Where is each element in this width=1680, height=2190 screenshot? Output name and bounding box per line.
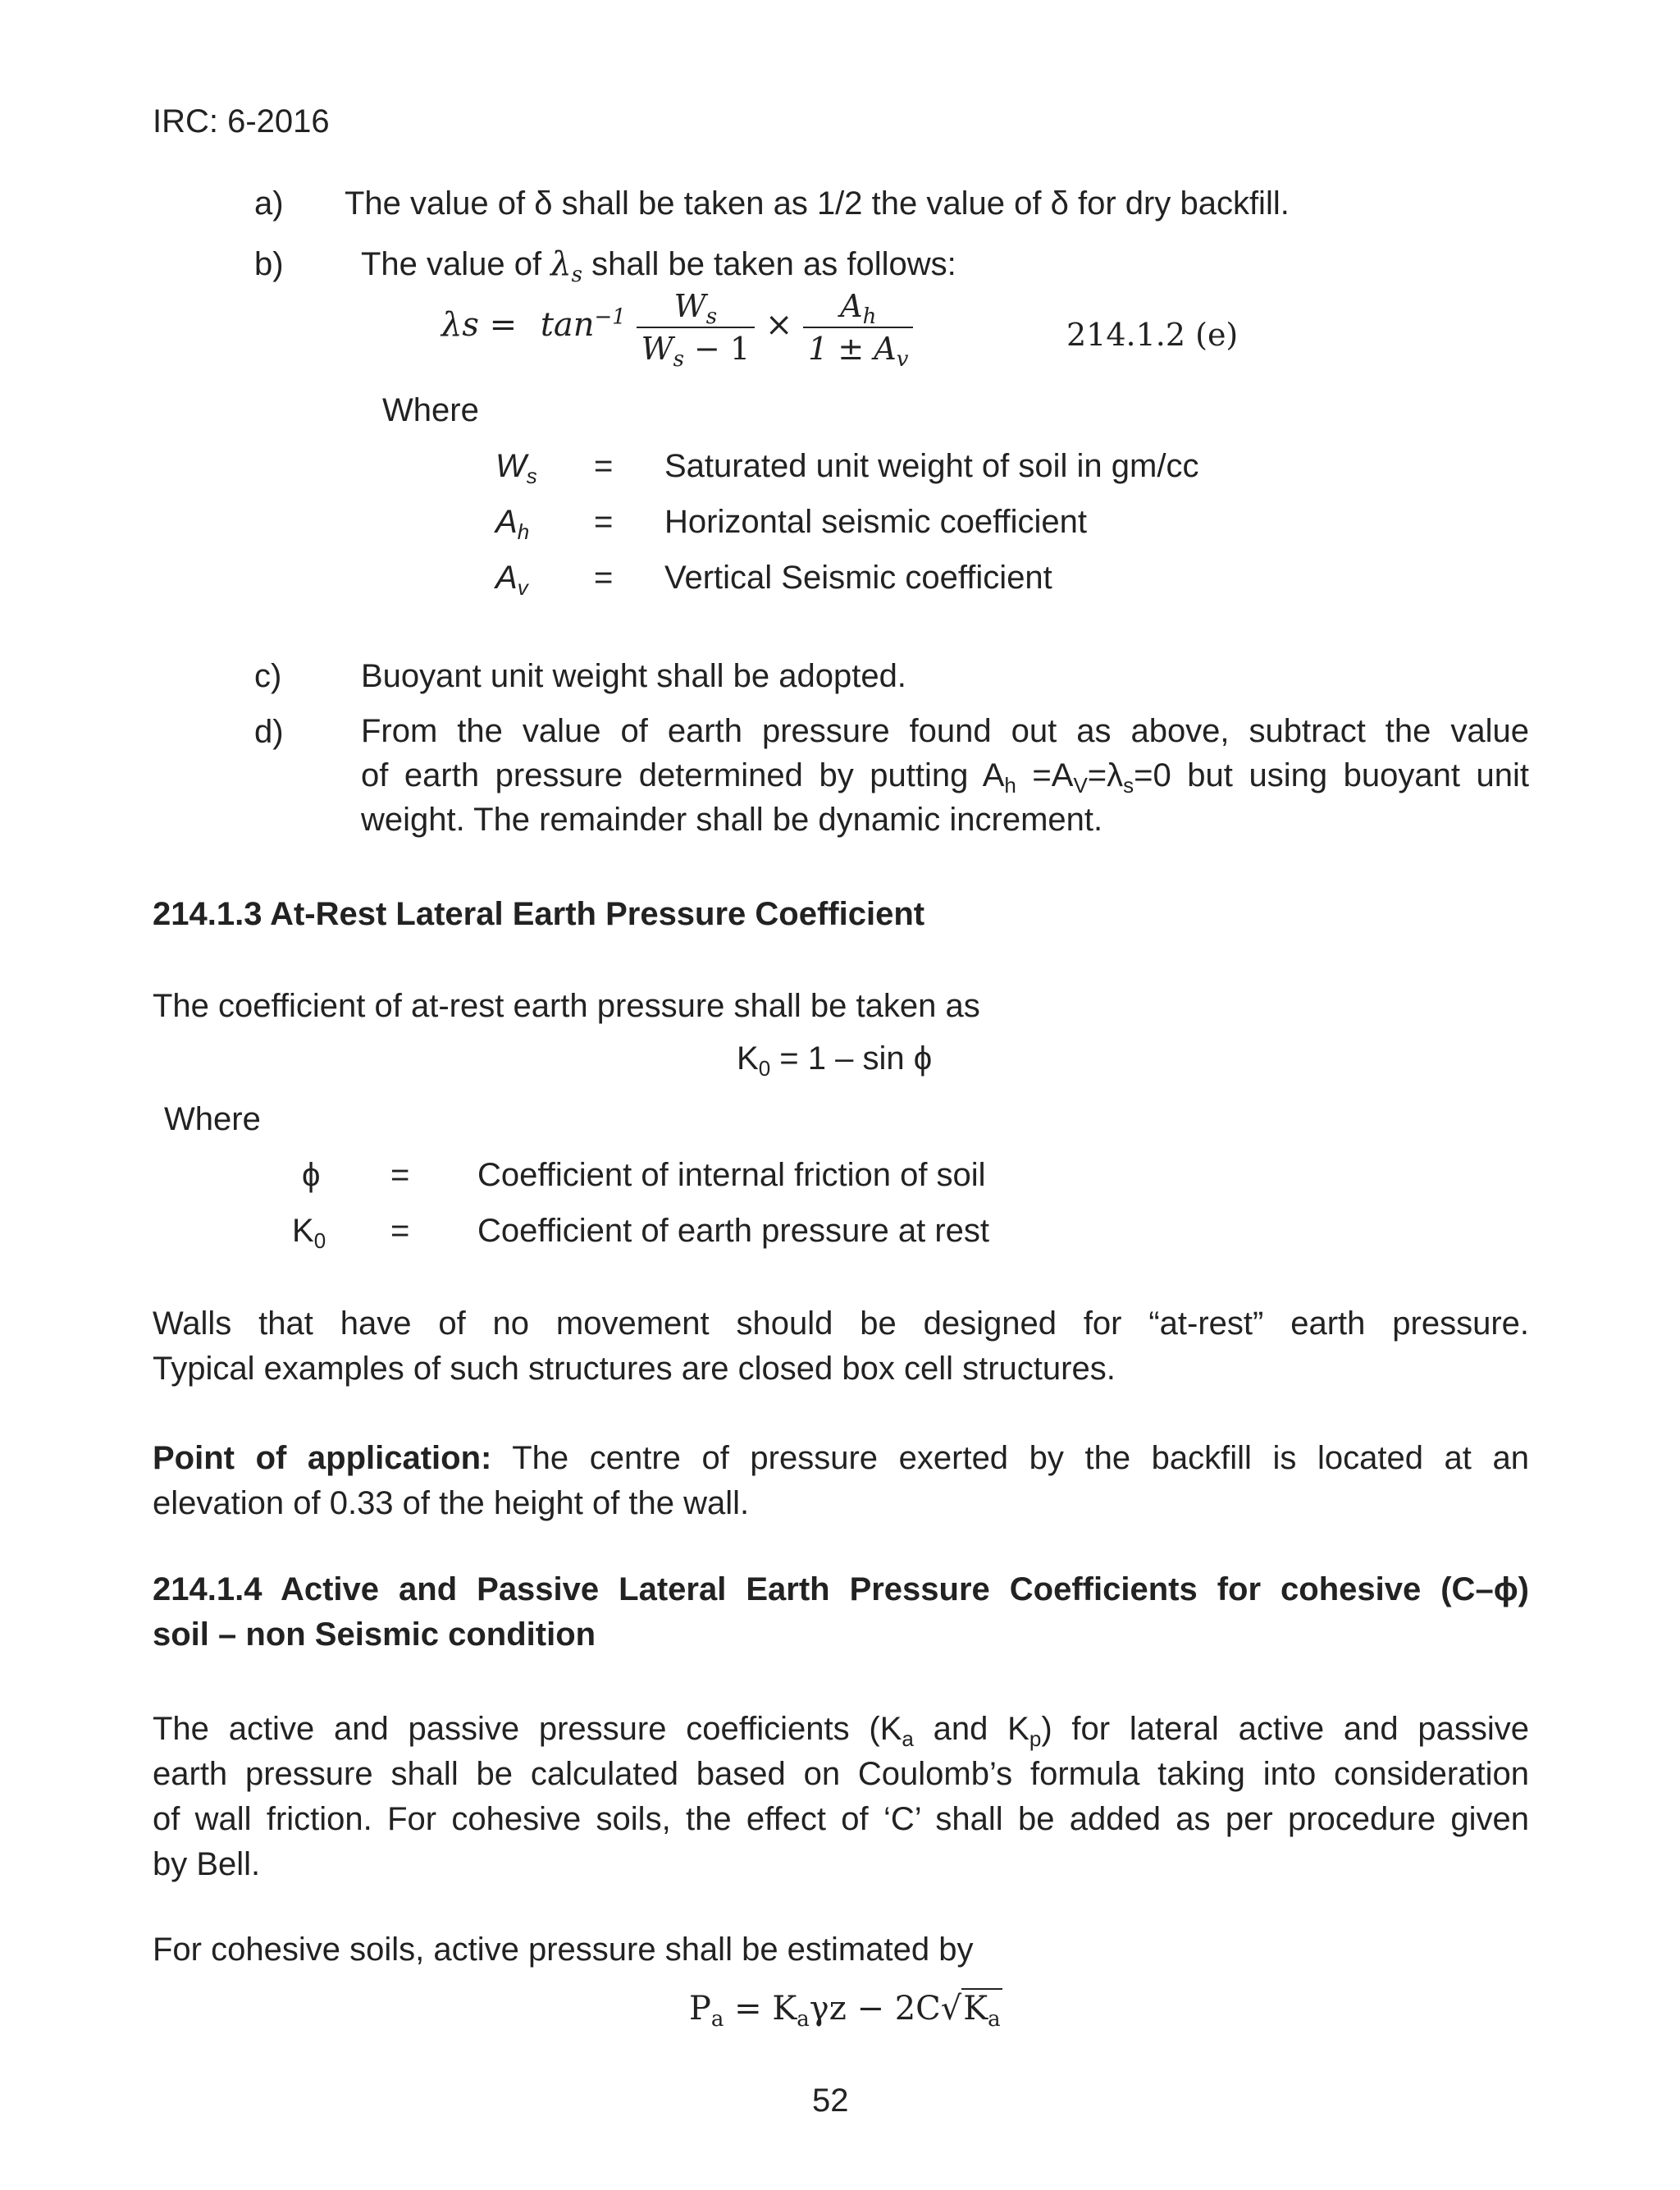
symbol-ws: $W_s$ — [495, 448, 537, 488]
symbol-phi: ϕ — [302, 1157, 321, 1193]
point-of-application-paragraph: Point of application: The centre of pressure exerted by the backfill is located at an elevation of 0.33 of the height of the wall. — [153, 1440, 1529, 1521]
symbol-av: $A_v$ — [495, 560, 528, 600]
section-heading-214-1-3: 214.1.3 At-Rest Lateral Earth Pressure Coefficient — [153, 896, 925, 932]
equals-sign: = — [390, 1157, 410, 1193]
list-item-b-text: The value of $\lambda_s$ shall be taken as follows: — [361, 245, 956, 287]
document-code-header: IRC: 6-2016 — [153, 103, 330, 139]
list-marker-a: a) — [254, 185, 284, 222]
list-item-a-text: The value of δ shall be taken as 1/2 the value of δ for dry backfill. — [345, 185, 1290, 222]
list-marker-b: b) — [254, 246, 284, 282]
lambda-formula: $\lambda s = \tan^{-1}$ $\frac{W_s}{W_s - 1}$ × $\frac{A_h}{1 \pm A_v}$ — [441, 287, 913, 368]
equals-sign: = — [390, 1213, 410, 1249]
where-label-at-rest: Where — [164, 1101, 261, 1137]
equation-number: 214.1.2 (e) — [1066, 317, 1239, 353]
list-marker-c: c) — [254, 658, 282, 694]
definition-ah: Horizontal seismic coefficient — [664, 504, 1088, 540]
list-item-d-text: From the value of earth pressure found out as above, subtract the value of earth pressure determined by putting $A_h =A_V=\lambda_s=0$ but using buoyant unit weight. The remainder shall be dynamic increment. — [361, 713, 1529, 838]
sqrt-icon: √ — [940, 1990, 962, 2028]
where-label-b: Where — [382, 392, 479, 428]
equals-sign: = — [594, 560, 614, 596]
section-heading-214-1-4: 214.1.4 Active and Passive Lateral Earth Pressure Coefficients for cohesive (C–ϕ) soil – non Seismic condition — [153, 1571, 1529, 1653]
definition-phi: Coefficient of internal friction of soil — [477, 1157, 986, 1193]
at-rest-formula: $K_0 = 1 - \sin \phi$ — [737, 1040, 933, 1081]
at-rest-intro: The coefficient of at-rest earth pressure shall be taken as — [153, 988, 980, 1024]
definition-k0: Coefficient of earth pressure at rest — [477, 1213, 990, 1249]
symbol-k0: $K_0$ — [292, 1213, 326, 1253]
active-passive-paragraph: The active and passive pressure coefficients ($K_a$ and $K_p$) for lateral active and passive earth pressure shall be calculated based on Coulomb’s formula taking into consideration of wall friction. For cohesive soils, the effect of ‘C’ shall be added as per procedure given by Bell. — [153, 1711, 1529, 1882]
equals-sign: = — [594, 504, 614, 540]
equals-sign: = — [594, 448, 614, 484]
page-number: 52 — [812, 2083, 849, 2119]
list-marker-d: d) — [254, 714, 284, 750]
definition-av: Vertical Seismic coefficient — [664, 560, 1052, 596]
cohesive-intro: For cohesive soils, active pressure shall be estimated by — [153, 1932, 974, 1968]
list-item-c-text: Buoyant unit weight shall be adopted. — [361, 658, 906, 694]
symbol-ah: $A_h$ — [495, 504, 530, 544]
active-pressure-formula: $P_a = K_a\gamma z - 2C√K_a$ — [689, 1990, 1001, 2032]
definition-ws: Saturated unit weight of soil in gm/cc — [664, 448, 1199, 484]
walls-paragraph: Walls that have of no movement should be designed for “at-rest” earth pressure. Typical examples of such structures are closed box cell structures. — [153, 1305, 1529, 1387]
